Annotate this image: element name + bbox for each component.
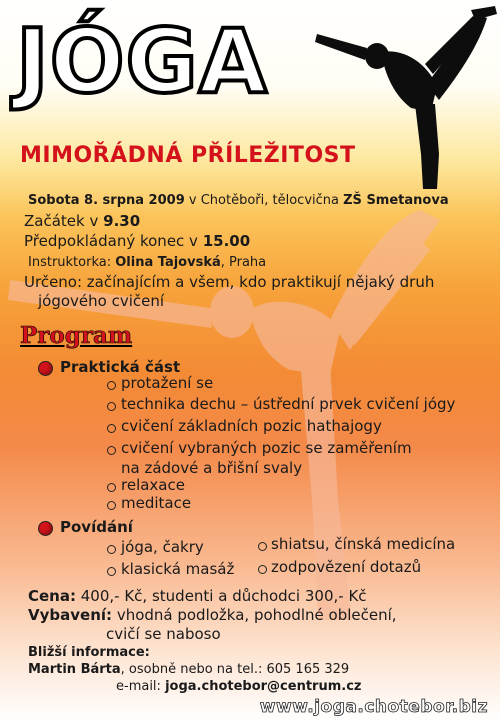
list-bullet-icon <box>107 501 116 510</box>
start-line <box>24 212 140 230</box>
list-item: cvičení základních pozic hathajogy <box>121 417 382 435</box>
list-item: technika dechu – ústřední prvek cvičení jógy <box>121 395 456 413</box>
equipment-line-2: cvičí se naboso <box>106 625 221 643</box>
start-label: Začátek v <box>24 212 99 230</box>
event-date-line <box>28 193 449 208</box>
end-line <box>24 232 250 250</box>
list-bullet-icon <box>107 402 116 411</box>
event-venue: ZŠ Smetanova <box>343 193 449 208</box>
equipment-line <box>28 606 397 624</box>
contact-name: Martin Bárta <box>28 662 121 677</box>
poster-title: JÓGA <box>16 10 268 113</box>
website-link[interactable]: www.joga.chotebor.biz <box>259 697 488 717</box>
program-heading: Program <box>20 322 133 349</box>
list-item: klasická masáž <box>121 560 235 578</box>
instructor-label: Instruktorka: <box>28 255 112 270</box>
contact-name-line <box>28 662 349 677</box>
list-item: relaxace <box>121 476 185 494</box>
event-date: Sobota 8. srpna 2009 <box>28 193 185 208</box>
section-bullet-icon <box>38 361 53 376</box>
list-bullet-icon <box>107 483 116 492</box>
list-item: meditace <box>121 494 192 512</box>
list-bullet-icon <box>107 545 116 554</box>
list-item: zodpovězení dotazů <box>271 558 422 576</box>
poster-subtitle: MIMOŘÁDNÁ PŘÍLEŽITOST <box>20 143 356 168</box>
instructor-name: Olina Tajovská <box>115 255 221 270</box>
section-title-talk: Povídání <box>60 518 133 536</box>
list-bullet-icon <box>107 381 116 390</box>
contact-email-line <box>116 679 361 694</box>
instructor-city: , Praha <box>220 255 267 270</box>
list-bullet-icon <box>258 542 267 551</box>
list-bullet-icon <box>107 567 116 576</box>
instructor-line <box>28 255 266 270</box>
list-item: shiatsu, čínská medicína <box>271 535 456 553</box>
equipment-text: vhodná podložka, pohodlné oblečení, <box>116 606 397 624</box>
list-bullet-icon <box>107 446 116 455</box>
section-bullet-icon <box>38 521 53 536</box>
list-item: protažení se <box>121 374 214 392</box>
list-item: cvičení vybraných pozic se zaměřením <box>121 439 412 457</box>
list-bullet-icon <box>107 424 116 433</box>
price-text: 400,- Kč, studenti a důchodci 300,- Kč <box>80 587 367 605</box>
email-label: e-mail: <box>116 679 161 694</box>
contact-phone: , osobně nebo na tel.: 605 165 329 <box>120 662 350 677</box>
price-line <box>28 587 367 605</box>
audience-line-1: Určeno: začínajícím a všem, kdo praktikují nějaký druh <box>24 273 435 291</box>
audience-line-2: jógového cvičení <box>38 292 165 310</box>
equipment-label: Vybavení: <box>28 606 113 624</box>
end-time: 15.00 <box>202 232 251 250</box>
event-location: v Chotěboři, tělocvična <box>188 193 339 208</box>
email-link[interactable]: joga.chotebor@centrum.cz <box>165 679 362 694</box>
list-item-continuation: na zádové a břišní svaly <box>121 459 303 477</box>
section-title-practical: Praktická část <box>60 358 181 376</box>
price-label: Cena: <box>28 587 76 605</box>
list-bullet-icon <box>258 565 267 574</box>
start-time: 9.30 <box>103 212 141 230</box>
contact-label: Bližší informace: <box>28 645 150 660</box>
end-label: Předpokládaný konec v <box>24 232 198 250</box>
list-item: jóga, čakry <box>121 538 204 556</box>
